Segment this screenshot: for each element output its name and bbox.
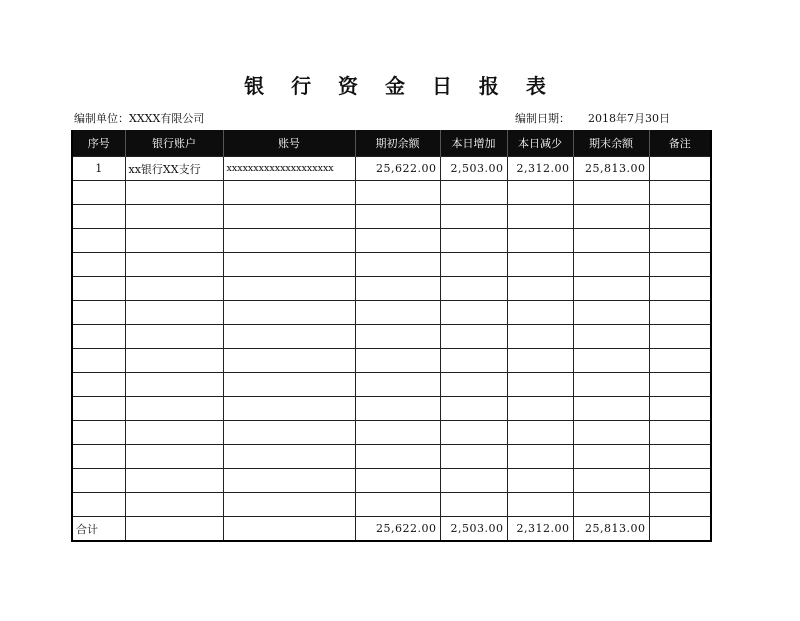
col-header-remarks: 备注 bbox=[649, 130, 711, 157]
table-cell bbox=[649, 253, 711, 277]
table-cell bbox=[440, 349, 507, 373]
table-cell bbox=[573, 349, 649, 373]
table-cell bbox=[355, 229, 440, 253]
total-cell: 25,813.00 bbox=[573, 517, 649, 542]
table-cell bbox=[507, 229, 573, 253]
table-cell bbox=[72, 421, 125, 445]
table-cell bbox=[355, 493, 440, 517]
table-cell bbox=[649, 325, 711, 349]
table-row bbox=[72, 301, 711, 325]
table-row bbox=[72, 157, 711, 181]
table-cell: xxxxxxxxxxxxxxxxxxxx bbox=[223, 157, 355, 181]
table-cell bbox=[223, 373, 355, 397]
table-cell bbox=[72, 301, 125, 325]
table-cell bbox=[573, 277, 649, 301]
table-cell bbox=[573, 421, 649, 445]
table-cell bbox=[355, 397, 440, 421]
table-cell bbox=[223, 277, 355, 301]
table-cell bbox=[440, 373, 507, 397]
table-row bbox=[72, 229, 711, 253]
col-header-daily-increase: 本日增加 bbox=[440, 130, 507, 157]
col-header-account-number: 账号 bbox=[223, 130, 355, 157]
table-cell bbox=[223, 493, 355, 517]
table-cell bbox=[440, 253, 507, 277]
table-cell bbox=[573, 181, 649, 205]
col-header-daily-decrease: 本日减少 bbox=[507, 130, 573, 157]
table-cell bbox=[72, 277, 125, 301]
table-cell bbox=[125, 421, 223, 445]
table-cell bbox=[573, 445, 649, 469]
table-cell: xx银行XX支行 bbox=[125, 157, 223, 181]
table-cell bbox=[573, 253, 649, 277]
table-cell bbox=[355, 181, 440, 205]
table-cell bbox=[72, 325, 125, 349]
table-cell bbox=[355, 301, 440, 325]
table-cell bbox=[125, 277, 223, 301]
table-row bbox=[72, 253, 711, 277]
table-cell bbox=[223, 253, 355, 277]
table-cell bbox=[649, 301, 711, 325]
table-cell bbox=[223, 325, 355, 349]
table-cell bbox=[507, 301, 573, 325]
total-cell: 25,622.00 bbox=[355, 517, 440, 542]
table-cell bbox=[440, 205, 507, 229]
table-cell bbox=[223, 301, 355, 325]
table-cell bbox=[573, 493, 649, 517]
table-cell bbox=[573, 301, 649, 325]
table-cell bbox=[125, 253, 223, 277]
table-cell bbox=[125, 493, 223, 517]
table-row bbox=[72, 493, 711, 517]
table-cell bbox=[223, 397, 355, 421]
table-cell bbox=[72, 205, 125, 229]
table-cell bbox=[573, 325, 649, 349]
table-cell bbox=[223, 349, 355, 373]
table-cell bbox=[355, 325, 440, 349]
col-header-bank-account: 银行账户 bbox=[125, 130, 223, 157]
table-cell bbox=[72, 229, 125, 253]
table-cell bbox=[507, 277, 573, 301]
table-body bbox=[72, 157, 711, 542]
total-cell: 2,503.00 bbox=[440, 517, 507, 542]
date-label: 编制日期： bbox=[515, 112, 570, 125]
table-cell: 25,622.00 bbox=[355, 157, 440, 181]
table-cell bbox=[507, 445, 573, 469]
table-cell bbox=[125, 205, 223, 229]
table-cell bbox=[507, 349, 573, 373]
table-cell bbox=[355, 373, 440, 397]
table-cell bbox=[223, 469, 355, 493]
table-cell bbox=[125, 349, 223, 373]
table-cell bbox=[355, 421, 440, 445]
total-label: 合计 bbox=[72, 517, 125, 542]
total-cell bbox=[223, 517, 355, 542]
total-cell: 2,312.00 bbox=[507, 517, 573, 542]
table-cell bbox=[507, 493, 573, 517]
table-cell bbox=[223, 445, 355, 469]
table-cell bbox=[72, 253, 125, 277]
table-cell bbox=[507, 325, 573, 349]
table-cell bbox=[649, 157, 711, 181]
total-row bbox=[72, 517, 711, 542]
table-cell bbox=[125, 373, 223, 397]
table-cell bbox=[440, 421, 507, 445]
table-cell bbox=[649, 445, 711, 469]
table-cell bbox=[573, 397, 649, 421]
table-cell bbox=[507, 421, 573, 445]
table-cell bbox=[440, 325, 507, 349]
table-row bbox=[72, 397, 711, 421]
table-cell bbox=[440, 277, 507, 301]
table-cell bbox=[507, 469, 573, 493]
table-cell bbox=[355, 205, 440, 229]
table-row bbox=[72, 325, 711, 349]
table-cell bbox=[355, 349, 440, 373]
table-cell bbox=[440, 229, 507, 253]
table-cell bbox=[223, 421, 355, 445]
table-cell bbox=[125, 397, 223, 421]
table-row bbox=[72, 181, 711, 205]
table-cell bbox=[355, 253, 440, 277]
table-cell bbox=[355, 277, 440, 301]
date-value: 2018年7月30日 bbox=[588, 112, 670, 125]
table-cell bbox=[649, 181, 711, 205]
table-cell bbox=[125, 229, 223, 253]
table-cell bbox=[649, 493, 711, 517]
col-header-index: 序号 bbox=[72, 130, 125, 157]
table-cell bbox=[649, 349, 711, 373]
col-header-closing-balance: 期末余额 bbox=[573, 130, 649, 157]
table-cell bbox=[223, 181, 355, 205]
table-cell bbox=[507, 397, 573, 421]
table-cell bbox=[573, 469, 649, 493]
table-cell bbox=[507, 253, 573, 277]
table-cell bbox=[72, 397, 125, 421]
table-cell bbox=[125, 181, 223, 205]
table-cell bbox=[649, 373, 711, 397]
table-cell bbox=[573, 205, 649, 229]
table-cell: 1 bbox=[72, 157, 125, 181]
table-row bbox=[72, 205, 711, 229]
table-cell bbox=[125, 325, 223, 349]
table-cell bbox=[649, 277, 711, 301]
table-cell bbox=[440, 181, 507, 205]
table-cell bbox=[355, 445, 440, 469]
table-row bbox=[72, 277, 711, 301]
table-row bbox=[72, 469, 711, 493]
table-cell bbox=[125, 301, 223, 325]
table-cell bbox=[649, 469, 711, 493]
table-cell bbox=[72, 349, 125, 373]
table-cell: 25,813.00 bbox=[573, 157, 649, 181]
table-cell bbox=[355, 469, 440, 493]
compiling-unit: 编制单位：XXXX有限公司 bbox=[74, 112, 205, 125]
table-cell bbox=[507, 373, 573, 397]
table-cell bbox=[223, 205, 355, 229]
total-cell bbox=[649, 517, 711, 542]
table-cell bbox=[125, 469, 223, 493]
table-cell: 2,503.00 bbox=[440, 157, 507, 181]
report-title: 银 行 资 金 日 报 表 bbox=[244, 74, 556, 98]
table-row bbox=[72, 445, 711, 469]
compiling-date bbox=[515, 110, 670, 126]
table-cell bbox=[223, 229, 355, 253]
table-cell bbox=[440, 469, 507, 493]
bank-funds-table bbox=[71, 130, 712, 542]
col-header-opening-balance: 期初余额 bbox=[355, 130, 440, 157]
table-cell bbox=[72, 469, 125, 493]
table-cell bbox=[72, 181, 125, 205]
table-cell bbox=[507, 205, 573, 229]
table-cell bbox=[440, 445, 507, 469]
table-cell bbox=[649, 205, 711, 229]
table-cell bbox=[440, 397, 507, 421]
table-row bbox=[72, 349, 711, 373]
total-cell bbox=[125, 517, 223, 542]
table-cell bbox=[649, 421, 711, 445]
header-row bbox=[72, 130, 711, 157]
table-cell bbox=[440, 301, 507, 325]
table-row bbox=[72, 421, 711, 445]
table-cell bbox=[573, 229, 649, 253]
table-cell bbox=[72, 445, 125, 469]
table-cell bbox=[72, 373, 125, 397]
table-cell bbox=[125, 445, 223, 469]
table-cell: 2,312.00 bbox=[507, 157, 573, 181]
table-row bbox=[72, 373, 711, 397]
table-cell bbox=[649, 397, 711, 421]
table-cell bbox=[649, 229, 711, 253]
table-cell bbox=[573, 373, 649, 397]
table-cell bbox=[507, 181, 573, 205]
table-cell bbox=[72, 493, 125, 517]
table-cell bbox=[440, 493, 507, 517]
